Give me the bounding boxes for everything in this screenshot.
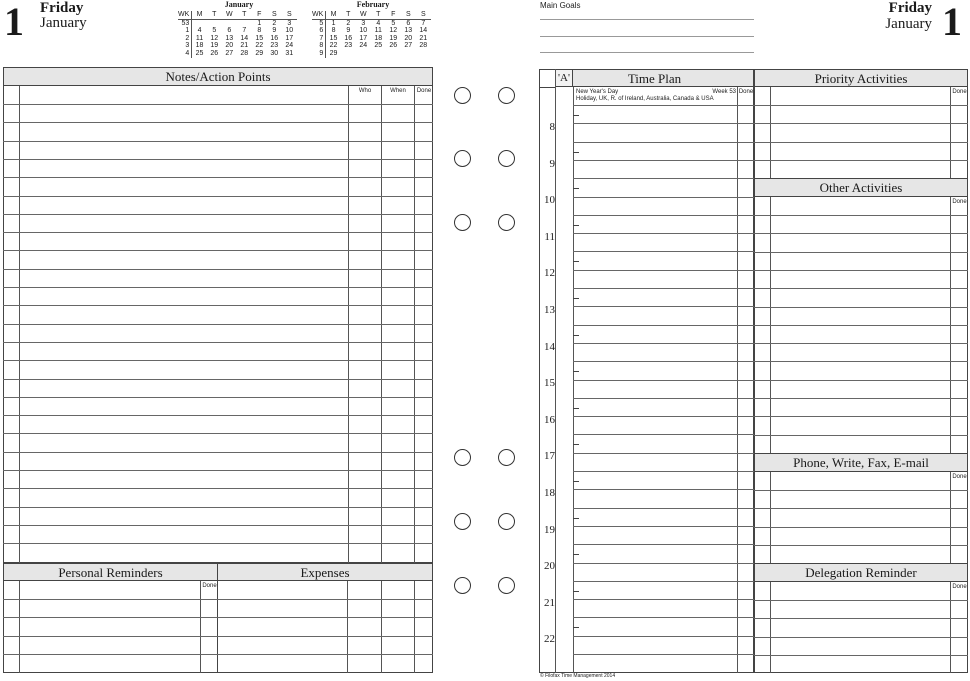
left-day-number: 1 — [4, 0, 24, 44]
day-cell: 18 — [195, 42, 204, 50]
week-number-cell: 2 — [178, 35, 192, 43]
hour-label: 17 — [544, 450, 555, 462]
binder-hole — [498, 449, 515, 466]
priority-rule — [754, 105, 968, 106]
time-plan-rule — [573, 398, 754, 399]
time-plan-rule — [573, 361, 754, 362]
day-cell: S — [416, 11, 431, 19]
day-cell: 27 — [225, 49, 234, 57]
time-plan-rule — [573, 453, 754, 454]
reminders-rule — [3, 654, 218, 655]
delegation-rule — [754, 655, 968, 656]
day-cell: 4 — [376, 19, 381, 27]
time-plan-hour-line — [555, 69, 556, 673]
notes-rule — [3, 104, 433, 105]
day-cell: 19 — [210, 42, 219, 50]
day-cell: 20 — [404, 34, 413, 42]
expenses-rule — [217, 599, 433, 600]
reminders-rule — [3, 617, 218, 618]
mini-calendar-week-row — [312, 35, 431, 43]
binder-hole — [498, 513, 515, 530]
expenses-title: Expenses — [217, 563, 433, 581]
hour-label: 10 — [544, 194, 555, 206]
other-rule — [754, 307, 968, 308]
delegation-rule — [754, 600, 968, 601]
day-cell: 12 — [210, 34, 219, 42]
half-hour-tick — [573, 591, 579, 592]
half-hour-tick — [573, 261, 579, 262]
day-cell: 27 — [404, 42, 413, 50]
notes-rule — [3, 287, 433, 288]
day-cell — [341, 50, 356, 58]
other-rule — [754, 215, 968, 216]
day-cell: S — [267, 11, 282, 19]
week-number-cell: WK — [178, 11, 192, 19]
notes-rule — [3, 397, 433, 398]
day-cell: 22 — [329, 42, 338, 50]
day-cell: 6 — [227, 27, 232, 35]
expenses-rule — [217, 654, 433, 655]
delegation-done-label: Done — [952, 584, 967, 590]
half-hour-tick — [573, 444, 579, 445]
notes-rule — [3, 305, 433, 306]
mini-calendar-grid — [312, 11, 431, 58]
right-month: January — [885, 16, 932, 32]
day-cell: 12 — [389, 27, 398, 35]
day-cell: 9 — [346, 27, 351, 35]
notes-rule — [3, 177, 433, 178]
mini-calendar-head-row — [178, 11, 297, 19]
half-hour-tick — [573, 518, 579, 519]
priority-rule — [754, 160, 968, 161]
phone-rule — [754, 527, 968, 528]
mini-calendar-title: January — [224, 0, 254, 9]
day-cell — [207, 19, 222, 27]
right-weekday: Friday — [888, 0, 932, 16]
day-cell: 3 — [361, 19, 366, 27]
notes-rule — [3, 214, 433, 215]
hour-label: 20 — [544, 560, 555, 572]
notes-rule — [3, 342, 433, 343]
half-hour-tick — [573, 225, 579, 226]
mini-calendar-january — [178, 1, 300, 57]
day-cell: 13 — [404, 27, 413, 35]
day-cell: 28 — [419, 42, 428, 50]
half-hour-tick — [573, 627, 579, 628]
phone-done-label: Done — [952, 474, 967, 480]
other-rule — [754, 288, 968, 289]
day-cell: 23 — [270, 42, 279, 50]
day-cell: 24 — [285, 42, 294, 50]
day-cell: 25 — [374, 42, 383, 50]
day-cell: 21 — [419, 34, 428, 42]
binder-hole — [454, 513, 471, 530]
reminders-rule — [3, 636, 218, 637]
notes-rule — [3, 159, 433, 160]
half-hour-tick — [573, 115, 579, 116]
delegation-rule — [754, 637, 968, 638]
day-cell: 28 — [240, 49, 249, 57]
notes-rule — [3, 507, 433, 508]
notes-rule — [3, 488, 433, 489]
time-plan-rule — [573, 105, 754, 106]
phone-rule — [754, 545, 968, 546]
hour-label: 21 — [544, 597, 555, 609]
day-cell — [356, 50, 371, 58]
day-cell: 8 — [257, 27, 262, 35]
event-name: New Year's Day — [576, 89, 619, 95]
day-cell: 17 — [359, 34, 368, 42]
day-cell: F — [252, 11, 267, 19]
half-hour-tick — [573, 481, 579, 482]
time-plan-rule — [573, 142, 754, 143]
day-cell: 14 — [419, 27, 428, 35]
day-cell: 15 — [329, 34, 338, 42]
day-cell: 5 — [212, 27, 217, 35]
day-cell: 7 — [242, 27, 247, 35]
week-number-cell: 6 — [312, 27, 326, 35]
priority-activities-title: Priority Activities — [754, 69, 968, 87]
day-cell: T — [341, 11, 356, 19]
notes-rule — [3, 452, 433, 453]
day-cell: 30 — [270, 49, 279, 57]
time-plan-rule — [573, 489, 754, 490]
phone-rule — [754, 508, 968, 509]
mini-calendar-week-row — [312, 50, 431, 58]
day-cell: M — [326, 11, 341, 19]
day-cell: 2 — [346, 19, 351, 27]
mini-calendar-week-row — [178, 35, 297, 43]
right-day-number: 1 — [942, 0, 962, 44]
hour-label: 12 — [544, 267, 555, 279]
half-hour-tick — [573, 188, 579, 189]
day-cell: 31 — [285, 49, 294, 57]
a-priority-label: 'A' — [555, 69, 573, 87]
time-plan-rule — [573, 563, 754, 564]
time-plan-rule — [573, 508, 754, 509]
notes-who-label: Who — [358, 88, 372, 94]
mini-calendar-week-row — [312, 19, 431, 27]
time-plan-rule — [573, 581, 754, 582]
notes-rule — [3, 470, 433, 471]
expenses-line-a — [347, 581, 348, 673]
other-rule — [754, 270, 968, 271]
day-cell: T — [371, 11, 386, 19]
week-number-cell: WK — [312, 11, 326, 19]
hour-label: 9 — [549, 158, 555, 170]
day-cell — [192, 19, 207, 27]
hour-label: 11 — [544, 231, 555, 243]
main-goals-label: Main Goals — [540, 1, 581, 10]
time-plan-rule — [573, 251, 754, 252]
time-plan-rule — [573, 178, 754, 179]
binder-hole — [454, 449, 471, 466]
day-cell: 24 — [359, 42, 368, 50]
notes-rule — [3, 250, 433, 251]
notes-title: Notes/Action Points — [3, 67, 433, 86]
binder-hole — [498, 214, 515, 231]
priority-rule — [754, 123, 968, 124]
other-rule — [754, 435, 968, 436]
day-cell: 2 — [272, 19, 277, 27]
hour-label: 14 — [544, 341, 555, 353]
time-plan-rule — [573, 416, 754, 417]
mini-calendar-head-row — [312, 11, 431, 19]
day-cell: 8 — [331, 27, 336, 35]
time-plan-rule — [573, 270, 754, 271]
day-cell: 20 — [225, 42, 234, 50]
day-cell: 9 — [272, 27, 277, 35]
day-cell: 5 — [391, 19, 396, 27]
time-plan-rule — [573, 197, 754, 198]
time-plan-rule — [573, 617, 754, 618]
time-plan-rule — [573, 599, 754, 600]
week-number: Week 53 — [712, 89, 736, 95]
other-rule — [754, 380, 968, 381]
day-cell: 14 — [240, 34, 249, 42]
notes-rule — [3, 269, 433, 270]
binder-hole — [498, 577, 515, 594]
notes-rule — [3, 360, 433, 361]
time-plan-rule — [573, 526, 754, 527]
day-cell — [222, 19, 237, 27]
time-plan-rule — [573, 325, 754, 326]
other-rule — [754, 325, 968, 326]
notes-when-label: When — [390, 88, 406, 94]
priority-done-label: Done — [952, 89, 967, 95]
mini-calendar-february — [312, 1, 434, 57]
week-number-cell: 5 — [312, 19, 326, 27]
day-cell — [386, 50, 401, 58]
week-number-cell: 53 — [178, 19, 192, 27]
notes-rule — [3, 543, 433, 544]
notes-rule — [3, 196, 433, 197]
other-rule — [754, 343, 968, 344]
day-cell: 10 — [359, 27, 368, 35]
week-number-cell: 3 — [178, 42, 192, 50]
left-weekday: Friday — [40, 0, 84, 16]
day-cell: 26 — [389, 42, 398, 50]
binder-hole — [454, 87, 471, 104]
notes-rule — [3, 122, 433, 123]
priority-rule — [754, 142, 968, 143]
expenses-line-c — [414, 581, 415, 673]
notes-rule — [3, 232, 433, 233]
reminders-done-line — [200, 581, 201, 673]
personal-reminders-title: Personal Reminders — [3, 563, 218, 581]
binder-hole — [498, 87, 515, 104]
day-cell — [416, 50, 431, 58]
delegation-title: Delegation Reminder — [754, 563, 968, 582]
copyright: © Filofax Time Management 2014 — [540, 673, 616, 679]
notes-rule — [3, 415, 433, 416]
day-cell: 18 — [374, 34, 383, 42]
time-plan-rule — [573, 123, 754, 124]
binder-hole — [498, 150, 515, 167]
day-cell: 26 — [210, 49, 219, 57]
day-cell: 21 — [240, 42, 249, 50]
mini-calendar-grid — [178, 11, 297, 58]
week-number-cell: 7 — [312, 35, 326, 43]
notes-done-label: Done — [416, 88, 432, 94]
week-number-cell: 8 — [312, 42, 326, 50]
binder-hole — [454, 577, 471, 594]
day-cell: W — [356, 11, 371, 19]
time-plan-rule — [573, 288, 754, 289]
day-cell: 6 — [406, 19, 411, 27]
day-cell: M — [192, 11, 207, 19]
day-cell — [401, 50, 416, 58]
other-rule — [754, 252, 968, 253]
time-plan-title: Time Plan — [555, 69, 754, 87]
day-cell: W — [222, 11, 237, 19]
reminders-done-label: Done — [202, 583, 217, 589]
day-cell — [371, 50, 386, 58]
mini-calendar-week-row — [178, 19, 297, 27]
day-cell — [237, 19, 252, 27]
time-plan-rule — [573, 434, 754, 435]
mini-calendar-week-row — [312, 42, 431, 50]
notes-rule — [3, 379, 433, 380]
week-number-cell: 9 — [312, 50, 326, 58]
time-plan-rule — [573, 380, 754, 381]
time-plan-rule — [573, 654, 754, 655]
other-rule — [754, 398, 968, 399]
day-cell: 10 — [285, 27, 294, 35]
time-plan-rule — [573, 306, 754, 307]
half-hour-tick — [573, 554, 579, 555]
day-cell: T — [237, 11, 252, 19]
day-cell: 1 — [331, 19, 336, 27]
expenses-rule — [217, 636, 433, 637]
half-hour-tick — [573, 335, 579, 336]
time-plan-rule — [573, 636, 754, 637]
hour-label: 13 — [544, 304, 555, 316]
other-rule — [754, 416, 968, 417]
day-cell: 25 — [195, 49, 204, 57]
mini-calendar-week-row — [178, 42, 297, 50]
day-cell: 23 — [344, 42, 353, 50]
main-goals-line — [540, 19, 754, 20]
week-number-cell: 4 — [178, 50, 192, 58]
time-plan-rule — [573, 233, 754, 234]
day-cell: S — [401, 11, 416, 19]
notes-rule — [3, 324, 433, 325]
day-cell: 1 — [257, 19, 262, 27]
mini-calendar-title: February — [356, 0, 390, 9]
other-activities-title: Other Activities — [754, 178, 968, 197]
mini-calendar-week-row — [178, 27, 297, 35]
time-plan-corner-line — [539, 87, 555, 88]
notes-rule — [3, 525, 433, 526]
expenses-rule — [217, 617, 433, 618]
time-plan-rule — [573, 160, 754, 161]
other-rule — [754, 361, 968, 362]
hour-label: 15 — [544, 377, 555, 389]
binder-hole — [454, 150, 471, 167]
day-cell: 15 — [255, 34, 264, 42]
day-cell: 7 — [421, 19, 426, 27]
holiday-note: Holiday, UK, R. of Ireland, Australia, Canada & USA — [576, 96, 714, 102]
day-cell: 22 — [255, 42, 264, 50]
day-cell: 13 — [225, 34, 234, 42]
day-cell: 29 — [255, 49, 264, 57]
hour-label: 19 — [544, 524, 555, 536]
day-cell: 19 — [389, 34, 398, 42]
main-goals-line — [540, 36, 754, 37]
phone-rule — [754, 490, 968, 491]
delegation-rule — [754, 618, 968, 619]
half-hour-tick — [573, 298, 579, 299]
other-rule — [754, 233, 968, 234]
time-plan-rule — [573, 544, 754, 545]
time-plan-rule — [573, 471, 754, 472]
day-cell: 17 — [285, 34, 294, 42]
week-number-cell: 1 — [178, 27, 192, 35]
time-plan-rule — [573, 215, 754, 216]
time-plan-rule — [573, 343, 754, 344]
mini-calendar-week-row — [178, 50, 297, 58]
hour-label: 8 — [549, 121, 555, 133]
day-cell: 4 — [197, 27, 202, 35]
day-cell: S — [282, 11, 297, 19]
phone-write-title: Phone, Write, Fax, E-mail — [754, 453, 968, 472]
other-done-label: Done — [952, 199, 967, 205]
hour-label: 18 — [544, 487, 555, 499]
day-cell: 3 — [287, 19, 292, 27]
left-month: January — [40, 15, 87, 31]
reminders-margin-line — [19, 581, 20, 673]
half-hour-tick — [573, 408, 579, 409]
day-cell: 29 — [329, 49, 338, 57]
mini-calendar-week-row — [312, 27, 431, 35]
half-hour-tick — [573, 152, 579, 153]
binder-hole — [454, 214, 471, 231]
notes-rule — [3, 141, 433, 142]
day-cell: T — [207, 11, 222, 19]
day-cell: 11 — [195, 34, 204, 42]
hour-label: 16 — [544, 414, 555, 426]
hour-label: 22 — [544, 633, 555, 645]
reminders-rule — [3, 599, 218, 600]
day-cell: 11 — [374, 27, 382, 35]
expenses-line-b — [381, 581, 382, 673]
main-goals-line — [540, 52, 754, 53]
day-cell: 16 — [344, 34, 353, 42]
day-cell: 16 — [270, 34, 279, 42]
day-cell: F — [386, 11, 401, 19]
half-hour-tick — [573, 371, 579, 372]
time-plan-done-label: Done — [738, 89, 754, 95]
notes-rule — [3, 433, 433, 434]
